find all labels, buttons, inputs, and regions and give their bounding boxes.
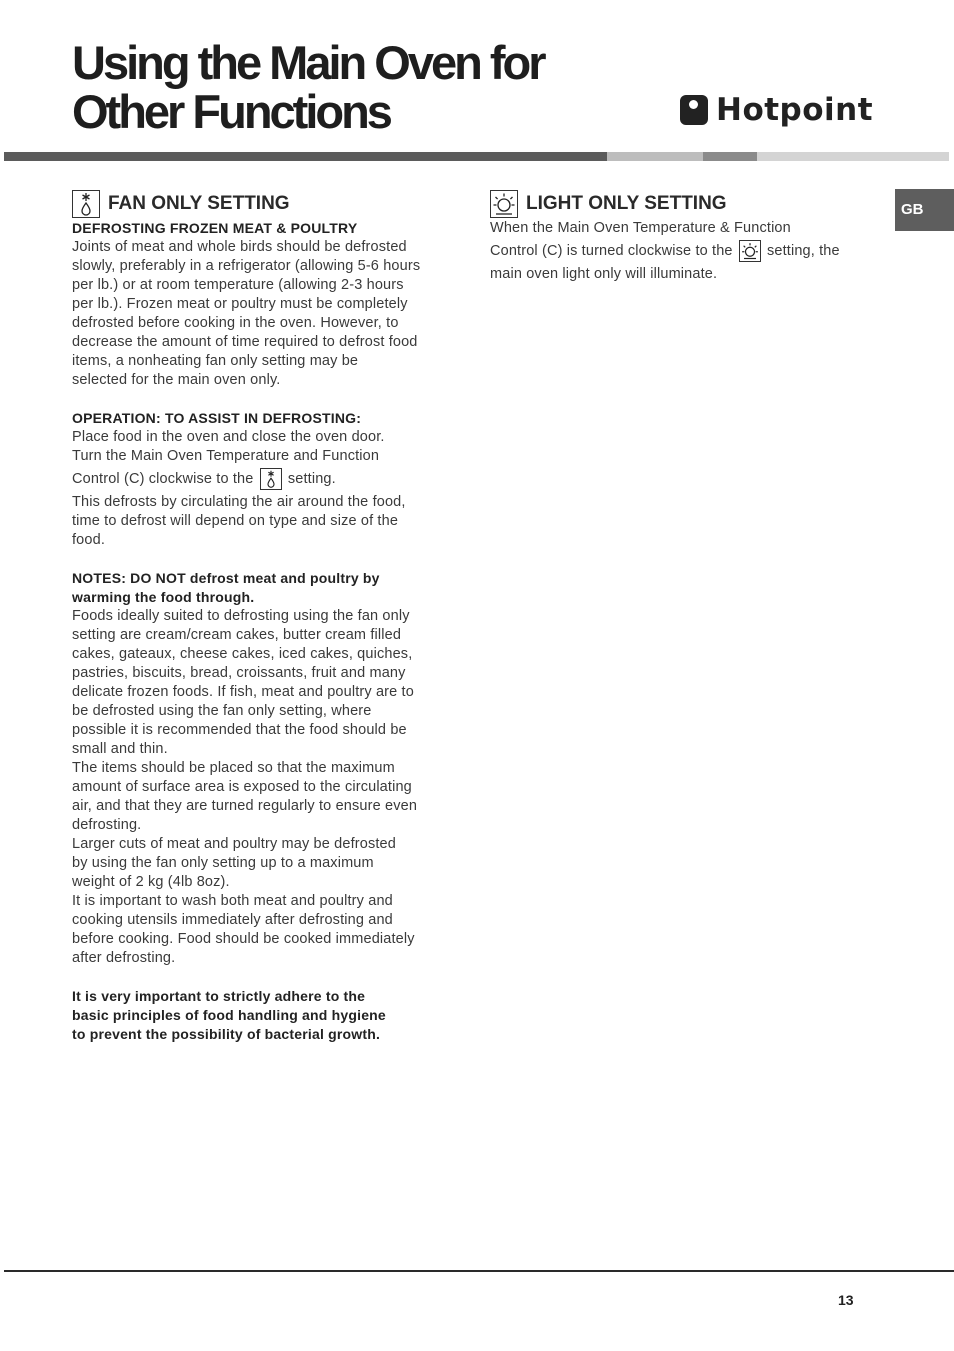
text-line (72, 466, 452, 493)
fan-section-header (72, 189, 452, 219)
fan-defrost-inline-icon (260, 468, 282, 490)
brand-logo (680, 92, 873, 128)
header-bar-segment (703, 152, 757, 161)
text-line: amount of surface area is exposed to the circulating (72, 779, 412, 795)
text-line: per lb.) or at room temperature (allowing 2-3 hours (72, 277, 404, 293)
text-line: Joints of meat and whole birds should be defrosted (72, 239, 407, 255)
notes-paragraph (72, 607, 452, 968)
fan-defrost-icon (72, 190, 100, 218)
text-span: setting. (287, 471, 336, 487)
text-line: be defrosted using the fan only setting, where (72, 703, 372, 719)
text-line: warming the food through. (72, 589, 255, 605)
text-line: It is important to wash both meat and poultry and (72, 893, 393, 909)
header-bar-segment (607, 152, 703, 161)
language-tab: GB (895, 189, 954, 231)
brand-name: Hotpoint (716, 92, 874, 128)
light-paragraph (490, 219, 870, 284)
light-section-title: LIGHT ONLY SETTING (526, 193, 727, 214)
text-line: When the Main Oven Temperature & Function (490, 220, 791, 236)
text-line: basic principles of food handling and hygiene (72, 1007, 386, 1023)
text-line: cakes, gateaux, cheese cakes, iced cakes, quiches, (72, 646, 413, 662)
oven-light-inline-icon (739, 240, 761, 262)
light-only-section (490, 189, 870, 284)
text-span: Control (C) clockwise to the (72, 471, 254, 487)
text-line: NOTES: DO NOT defrost meat and poultry by (72, 570, 380, 586)
text-span: setting, the (767, 243, 840, 259)
text-line: time to defrost will depend on type and size of the (72, 513, 399, 529)
page-title-line-1: Using the Main Oven for (72, 36, 544, 89)
text-line: defrosted before cooking in the oven. However, to (72, 315, 399, 331)
page-title-line-2: Other Functions (72, 85, 390, 138)
text-line: setting are cream/cream cakes, butter cream filled (72, 627, 402, 643)
page-title (72, 38, 544, 136)
text-line: selected for the main oven only. (72, 372, 281, 388)
defrost-subheading: DEFROSTING FROZEN MEAT & POULTRY (72, 220, 358, 236)
text-line: slowly, preferably in a refrigerator (allowing 5-6 hours (72, 258, 421, 274)
text-line: The items should be placed so that the maximum (72, 760, 395, 776)
header-bar-segment (4, 152, 607, 161)
text-line: air, and that they are turned regularly to ensure even (72, 798, 418, 814)
text-line: Turn the Main Oven Temperature and Function (72, 448, 380, 464)
text-line: This defrosts by circulating the air around the food, (72, 494, 406, 510)
fan-section-title: FAN ONLY SETTING (108, 193, 290, 214)
text-line: main oven light only will illuminate. (490, 266, 718, 282)
footer-rule (4, 1270, 954, 1272)
text-line: decrease the amount of time required to defrost food (72, 334, 418, 350)
brand-mark-icon (680, 95, 708, 125)
text-line: items, a nonheating fan only setting may be (72, 353, 359, 369)
fan-only-section (72, 189, 452, 1044)
text-line (490, 238, 870, 265)
defrost-paragraph (72, 238, 452, 390)
text-line: pastries, biscuits, bread, croissants, fruit and many (72, 665, 406, 681)
text-line: food. (72, 532, 105, 548)
text-line: small and thin. (72, 741, 168, 757)
operation-paragraph (72, 428, 452, 550)
text-line: Foods ideally suited to defrosting using the fan only (72, 608, 410, 624)
text-line: It is very important to strictly adhere to the (72, 988, 366, 1004)
header-bar-segment (757, 152, 949, 161)
text-line: weight of 2 kg (4lb 8oz). (72, 874, 230, 890)
oven-light-icon (490, 190, 518, 218)
text-line: possible it is recommended that the food should be (72, 722, 407, 738)
text-line: per lb.). Frozen meat or poultry must be completely (72, 296, 408, 312)
text-line: by using the fan only setting up to a maximum (72, 855, 374, 871)
notes-heading (72, 569, 452, 607)
text-line: after defrosting. (72, 950, 176, 966)
hygiene-warning (72, 987, 452, 1044)
operation-subheading: OPERATION: TO ASSIST IN DEFROSTING: (72, 410, 362, 426)
page-number: 13 (838, 1292, 854, 1308)
text-span: Control (C) is turned clockwise to the (490, 243, 733, 259)
text-line: cooking utensils immediately after defrosting and (72, 912, 393, 928)
text-line: to prevent the possibility of bacterial growth. (72, 1026, 381, 1042)
light-section-header (490, 189, 870, 219)
text-line: Larger cuts of meat and poultry may be defrosted (72, 836, 396, 852)
text-line: Place food in the oven and close the oven door. (72, 429, 385, 445)
text-line: delicate frozen foods. If fish, meat and poultry are to (72, 684, 414, 700)
text-line: before cooking. Food should be cooked immediately (72, 931, 415, 947)
text-line: defrosting. (72, 817, 142, 833)
